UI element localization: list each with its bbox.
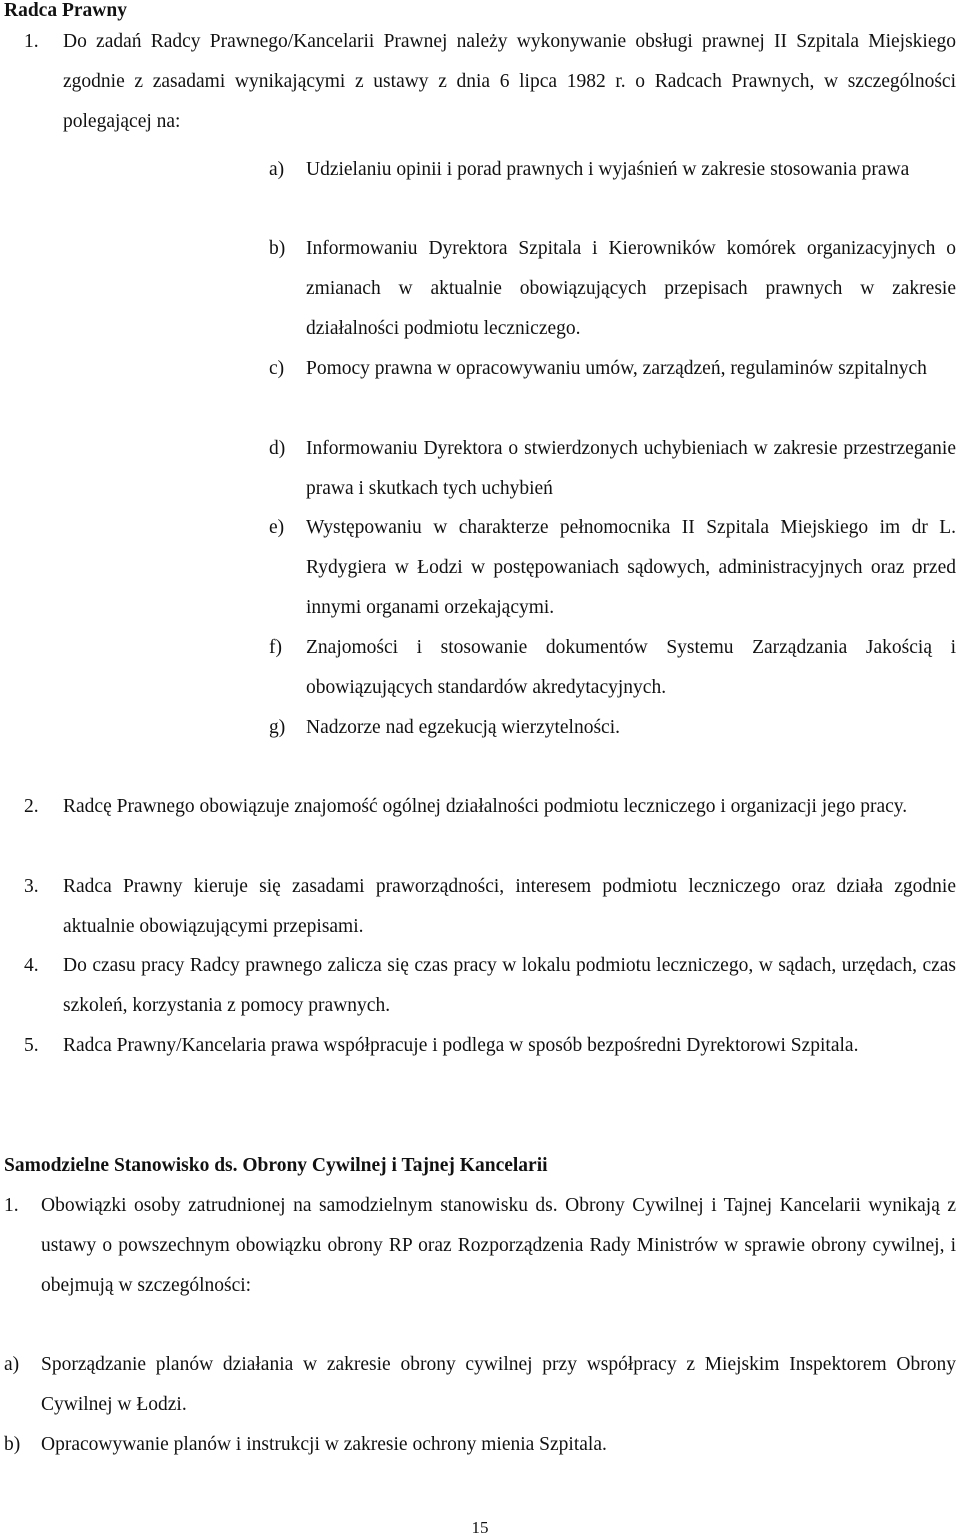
subitem-letter-f: f) (269, 637, 282, 658)
subitem-text-d: Informowaniu Dyrektora o stwierdzonych uchybieniach w zakresie przestrzeganie prawa i skutkach tych uchybień (306, 438, 956, 499)
subitem-letter-c: c) (269, 358, 285, 379)
item-number-1: 1. (24, 31, 39, 52)
subitem-text-b: Informowaniu Dyrektora Szpitala i Kierowników komórek organizacyjnych o zmianach w aktualnie obowiązujących przepisach prawnych w zakresie działalności podmiotu leczniczego. (306, 238, 956, 339)
page-number: 15 (471, 1518, 489, 1537)
item-number-3: 3. (24, 876, 39, 897)
section-title-obrona-cywilna: Samodzielne Stanowisko ds. Obrony Cywilnej i Tajnej Kancelarii (4, 1155, 548, 1176)
item-text-5: Radca Prawny/Kancelaria prawa współpracuje i podlega w sposób bezpośredni Dyrektorowi Szpitala. (63, 1035, 859, 1056)
section2-item-number-1: 1. (4, 1195, 19, 1216)
section-title-radca-prawny: Radca Prawny (4, 0, 127, 21)
section2-subitem-letter-b: b) (4, 1434, 21, 1455)
item-text-3: Radca Prawny kieruje się zasadami praworządności, interesem podmiotu leczniczego oraz działa zgodnie aktualnie obowiązującymi przepisami. (63, 876, 956, 937)
subitem-letter-a: a) (269, 159, 285, 180)
section2-subitem-text-b: Opracowywanie planów i instrukcji w zakresie ochrony mienia Szpitala. (41, 1434, 607, 1455)
item-text-2: Radcę Prawnego obowiązuje znajomość ogólnej działalności podmiotu leczniczego i organizacji jego pracy. (63, 796, 908, 817)
item-text-1: Do zadań Radcy Prawnego/Kancelarii Prawnej należy wykonywanie obsługi prawnej II Szpitala Miejskiego zgodnie z zasadami wynikającymi z ustawy z dnia 6 lipca 1982 r. o Radcach Prawnych, w szczególności polegającej na: (63, 31, 956, 132)
item-number-4: 4. (24, 955, 39, 976)
section2-item-text-1: Obowiązki osoby zatrudnionej na samodzielnym stanowisku ds. Obrony Cywilnej i Tajnej Kancelarii wynikają z ustawy o powszechnym obowiązku obrony RP oraz Rozporządzenia Rady Ministrów w sprawie obrony cywilnej, i obejmują w szczególności: (41, 1195, 956, 1296)
subitem-letter-g: g) (269, 717, 286, 738)
subitem-text-f: Znajomości i stosowanie dokumentów Systemu Zarządzania Jakością i obowiązujących standardów akredytacyjnych. (306, 637, 956, 698)
subitem-letter-e: e) (269, 517, 285, 538)
subitem-letter-d: d) (269, 438, 286, 459)
subitem-text-e: Występowaniu w charakterze pełnomocnika II Szpitala Miejskiego im dr L. Rydygiera w Łodzi w postępowaniach sądowych, administracyjnych oraz przed innymi organami orzekającymi. (306, 517, 956, 618)
section2-subitem-letter-a: a) (4, 1354, 20, 1375)
item-number-5: 5. (24, 1035, 39, 1056)
item-number-2: 2. (24, 796, 39, 817)
item-text-4: Do czasu pracy Radcy prawnego zalicza się czas pracy w lokalu podmiotu leczniczego, w sądach, urzędach, czas szkoleń, korzystania z pomocy prawnych. (63, 955, 956, 1016)
subitem-text-a: Udzielaniu opinii i porad prawnych i wyjaśnień w zakresie stosowania prawa (306, 159, 910, 180)
subitem-letter-b: b) (269, 238, 286, 259)
section2-subitem-text-a: Sporządzanie planów działania w zakresie obrony cywilnej przy współpracy z Miejskim Inspektorem Obrony Cywilnej w Łodzi. (41, 1354, 956, 1415)
subitem-text-g: Nadzorze nad egzekucją wierzytelności. (306, 717, 620, 738)
subitem-text-c: Pomocy prawna w opracowywaniu umów, zarządzeń, regulaminów szpitalnych (306, 358, 927, 379)
